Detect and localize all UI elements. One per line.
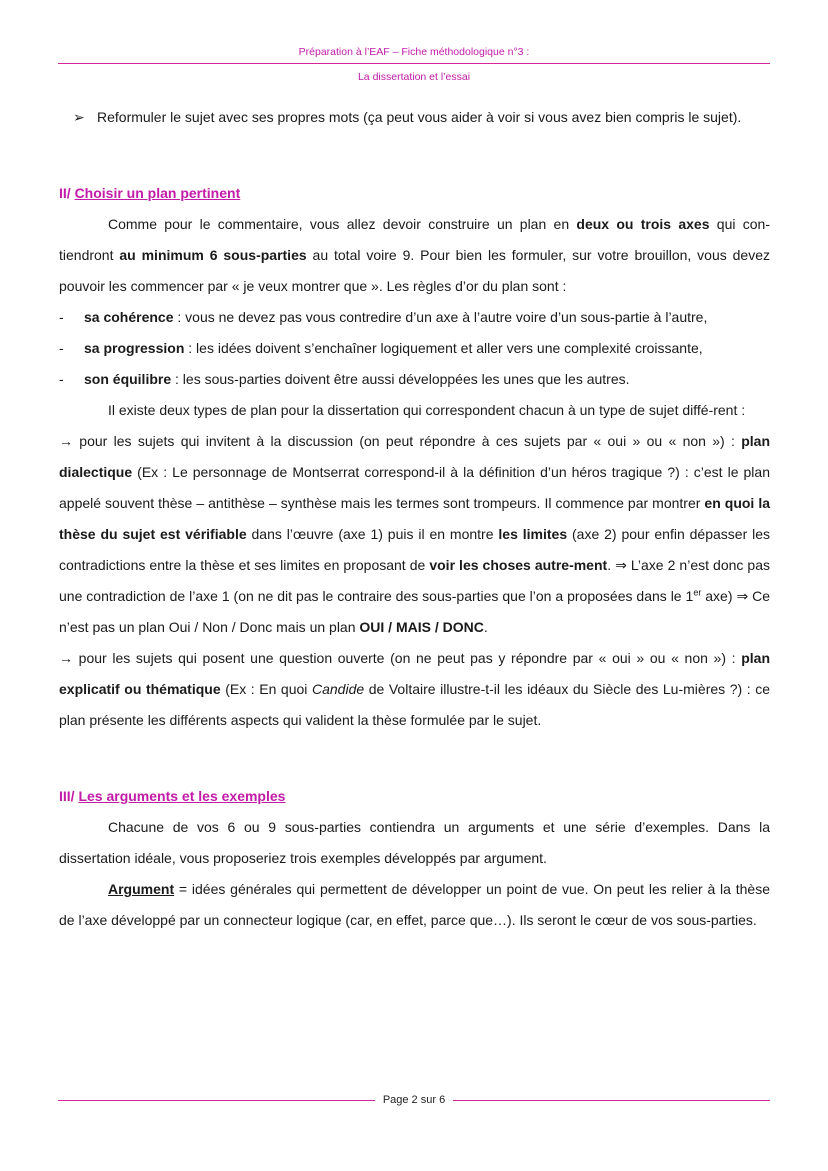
section-3-heading	[59, 781, 770, 812]
text-run: (Ex : Le personnage de Montserrat correspond-il à la définition d’un héros tragique ?) : c’est le plan appelé souvent thèse – antithèse – synthèse mais les termes sont trompeurs. Il commence par montrer	[59, 464, 770, 511]
rule-term: sa cohérence	[84, 309, 174, 325]
section-2-number: II/	[59, 185, 71, 201]
text-run: (axe 2) pour enfin dépasser les contradictions entre la thèse et ses limites en proposant de	[59, 526, 771, 573]
text-run: → pour les sujets qui posent une question ouverte (on ne peut pas y répondre par « oui » ou « non ») :	[59, 650, 742, 666]
page-header	[58, 45, 770, 84]
rule-item-2	[59, 333, 770, 364]
arrow-bullet-icon: ➢	[73, 109, 85, 125]
document-body	[59, 102, 770, 936]
dash-bullet: -	[59, 371, 64, 387]
bold-run: deux ou trois axes	[576, 216, 710, 232]
rule-term: sa progression	[84, 340, 185, 356]
dash-bullet: -	[59, 309, 64, 325]
bold-run: voir les choses autre-ment	[429, 557, 608, 573]
text-run: = idées générales qui permettent de développer un point de vue. On peut les relier à la thèse de l’axe développé par un connecteur logique (car, en effet, parce que…). Ils seront le cœur de vos sous-parties.	[59, 881, 770, 928]
text-run: dans l’œuvre (axe 1) puis il en montre	[246, 526, 499, 542]
header-rule	[58, 63, 770, 64]
text-run: .	[483, 619, 488, 635]
dialectic-plan-paragraph	[59, 426, 770, 643]
rule-text: : les sous-parties doivent être aussi développées les unes que les autres.	[171, 371, 630, 387]
footer-rule-right	[453, 1100, 770, 1101]
italic-run: Candide	[311, 681, 365, 697]
thematic-plan-paragraph	[59, 643, 770, 736]
section-3-paragraph-2	[59, 874, 770, 936]
section-2-paragraph-2: Il existe deux types de plan pour la dissertation qui correspondent chacun à un type de sujet diffé-rent :	[108, 402, 746, 418]
text-run: Comme pour le commentaire, vous allez devoir construire un plan en	[108, 216, 577, 232]
page-footer	[58, 1094, 770, 1106]
section-3-number: III/	[59, 788, 75, 804]
header-subtitle: La dissertation et l’essai	[357, 71, 471, 83]
rule-text: : vous ne devez pas vous contredire d’un axe à l’autre voire d’un sous-partie à l’autre,	[173, 309, 708, 325]
section-2-title: Choisir un plan pertinent	[74, 185, 241, 201]
rule-term: son équilibre	[84, 371, 172, 387]
text-run: au total voire 9. Pour bien les formuler, sur votre brouillon, vous devez pouvoir les commencer par « je veux montrer que ». Les règles d’or du plan sont :	[59, 247, 770, 294]
section-3-title: Les arguments et les exemples	[78, 788, 286, 804]
bold-run: au minimum 6 sous-parties	[119, 247, 307, 263]
text-run: (Ex : En quoi	[220, 681, 312, 697]
bold-run: les limites	[498, 526, 568, 542]
rule-item-3	[59, 364, 770, 395]
section-3-paragraph-1: Chacune de vos 6 ou 9 sous-parties contiendra un arguments et une série d’exemples. Dans la dissertation idéale, vous proposeriez trois exemples développés par argument.	[59, 819, 770, 866]
text-run: qui con-tiendront	[59, 216, 770, 263]
footer-rule-left	[58, 1100, 375, 1101]
text-run: de Voltaire illustre-t-il les idéaux du Siècle des Lu-mières ?) : ce plan présente les différents aspects qui valident la thèse formulée par le sujet.	[59, 681, 770, 728]
argument-term: Argument	[108, 881, 175, 897]
header-title: Préparation à l’EAF – Fiche méthodologique n°3 :	[298, 46, 530, 58]
section-2-heading	[59, 178, 770, 209]
rule-item-1	[59, 302, 770, 333]
text-run: → pour les sujets qui invitent à la discussion (on peut répondre à ces sujets par « oui » ou « non ») :	[59, 433, 742, 449]
rule-text: : les idées doivent s’enchaîner logiquement et aller vers une complexité croissante,	[184, 340, 703, 356]
section-2-paragraph-1	[59, 209, 770, 302]
bold-run: en quoi la thèse du sujet est vérifiable	[59, 495, 770, 542]
text-run: axe) ⇒ Ce n’est pas un plan Oui / Non / Donc mais un plan	[59, 588, 771, 635]
dash-bullet: -	[59, 340, 64, 356]
superscript: er	[693, 587, 702, 598]
bold-run: plan dialectique	[59, 433, 770, 480]
intro-bullet	[59, 102, 770, 133]
bold-run: plan explicatif ou thématique	[59, 650, 770, 697]
text-run: . ⇒ L’axe 2 n’est donc pas une contradiction de l’axe 1 (on ne dit pas le contraire des sous-parties que l’on a proposées dans le 1	[59, 557, 771, 604]
intro-bullet-text: Reformuler le sujet avec ses propres mots (ça peut vous aider à voir si vous avez bien compris le sujet).	[97, 109, 742, 125]
bold-run: OUI / MAIS / DONC	[359, 619, 484, 635]
page-number: Page 2 sur 6	[382, 1094, 446, 1106]
